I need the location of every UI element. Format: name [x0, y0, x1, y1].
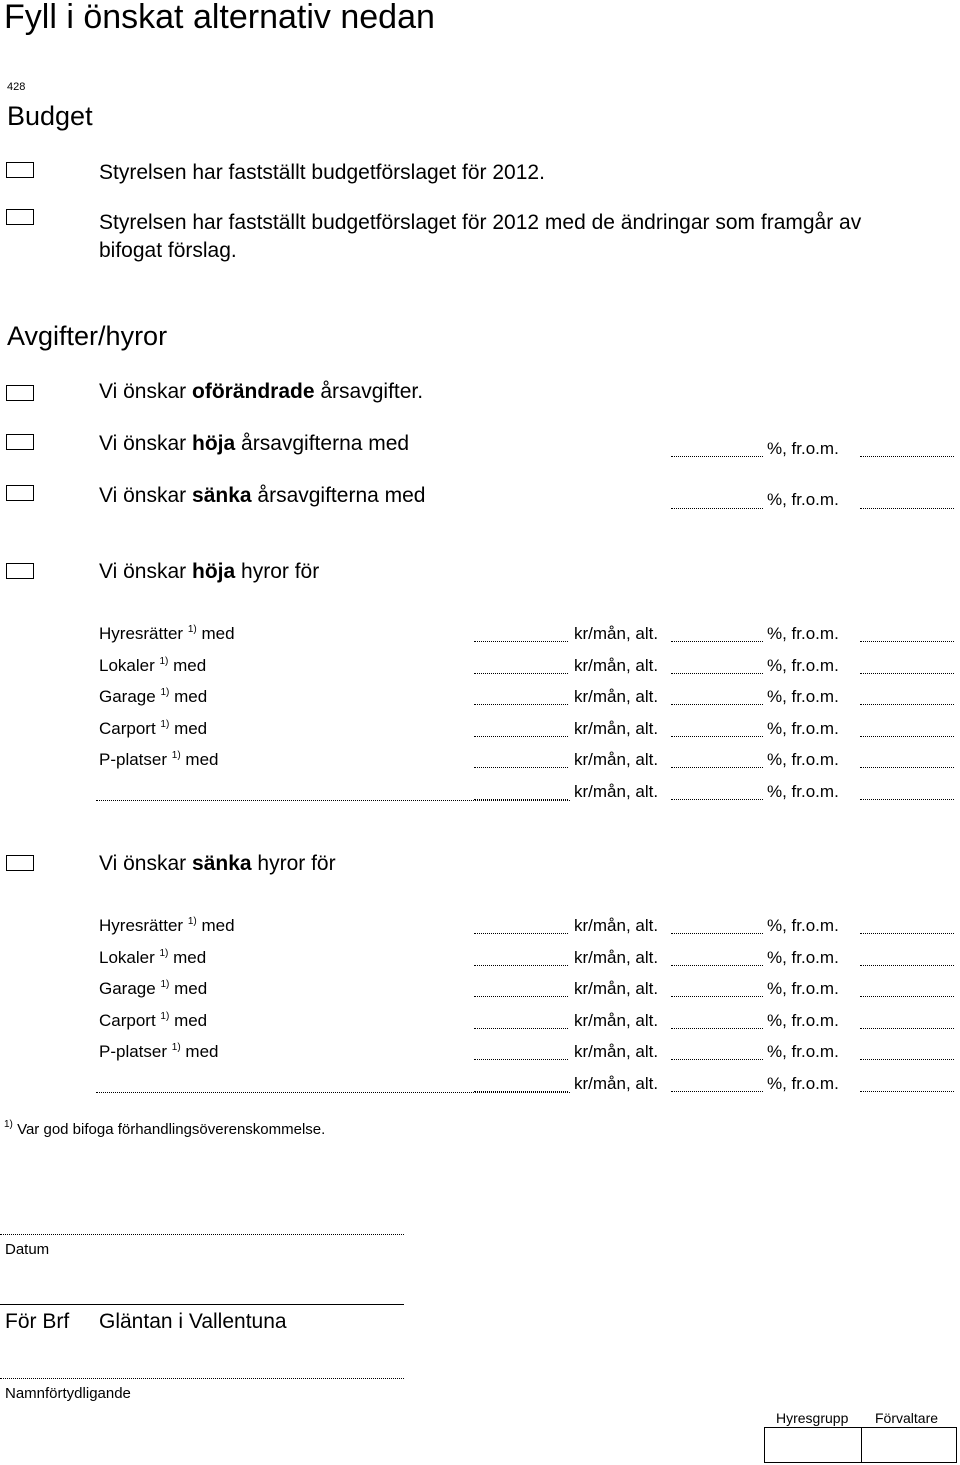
fees-raise-checkbox[interactable]	[6, 434, 34, 450]
fees-unchanged-label: Vi önskar oförändrade årsavgifter.	[99, 380, 424, 403]
rent-raise-kr-unit: kr/mån, alt.	[574, 687, 659, 706]
rent-raise-date-field[interactable]	[860, 641, 954, 642]
rent-lower-date-field[interactable]	[860, 1059, 954, 1060]
budget-approved-checkbox[interactable]	[6, 162, 34, 178]
rent-raise-percent-field[interactable]	[671, 767, 763, 768]
rent-lower-kr-unit: kr/mån, alt.	[574, 916, 659, 935]
rent-lower-percent-unit: %, fr.o.m.	[767, 948, 839, 967]
rent-lower-date-field[interactable]	[860, 965, 954, 966]
rent-raise-percent-unit: %, fr.o.m.	[767, 656, 839, 675]
rent-lower-percent-field[interactable]	[671, 965, 763, 966]
rent-raise-date-field[interactable]	[860, 736, 954, 737]
rent-lower-checkbox[interactable]	[6, 855, 34, 871]
rent-raise-percent-field[interactable]	[671, 736, 763, 737]
rent-lower-kr-unit: kr/mån, alt.	[574, 1011, 659, 1030]
rent-lower-percent-field[interactable]	[671, 1091, 763, 1092]
fees-raise-date-field[interactable]	[860, 456, 954, 457]
rent-raise-row-label: Garage $^{1)}$ med	[99, 687, 208, 706]
rent-raise-percent-unit: %, fr.o.m.	[767, 687, 839, 706]
rent-raise-percent-unit: %, fr.o.m.	[767, 782, 839, 801]
date-field[interactable]	[0, 1234, 404, 1235]
rent-raise-date-field[interactable]	[860, 767, 954, 768]
rent-lower-row-label: P-platser $^{1)}$ med	[99, 1042, 219, 1061]
budget-approved-label: Styrelsen har fastställt budgetförslaget för 2012.	[99, 161, 545, 184]
rent-lower-date-field[interactable]	[860, 933, 954, 934]
rent-lower-row-label: Lokaler $^{1)}$ med	[99, 948, 207, 967]
rent-raise-kr-unit: kr/mån, alt.	[574, 656, 659, 675]
budget-changed-label-line2: bifogat förslag.	[99, 239, 237, 262]
rent-raise-percent-unit: %, fr.o.m.	[767, 750, 839, 769]
page-number: 428	[7, 81, 26, 93]
rent-lower-custom-field[interactable]	[96, 1092, 570, 1093]
rent-raise-percent-unit: %, fr.o.m.	[767, 624, 839, 643]
fees-lower-percent-field[interactable]	[671, 508, 763, 509]
for-brf-label: För Brf	[5, 1310, 70, 1333]
rent-raise-label: Vi önskar höja hyror för	[99, 560, 320, 583]
rent-raise-percent-field[interactable]	[671, 641, 763, 642]
rent-lower-percent-field[interactable]	[671, 933, 763, 934]
rent-lower-amount-field[interactable]	[474, 1028, 568, 1029]
rent-raise-percent-field[interactable]	[671, 799, 763, 800]
rent-lower-percent-unit: %, fr.o.m.	[767, 916, 839, 935]
rent-raise-checkbox[interactable]	[6, 563, 34, 579]
group-box[interactable]	[764, 1427, 862, 1463]
rent-raise-row-label: Hyresrätter $^{1)}$ med	[99, 624, 235, 643]
rent-lower-kr-unit: kr/mån, alt.	[574, 979, 659, 998]
rent-raise-percent-unit: %, fr.o.m.	[767, 719, 839, 738]
rent-raise-row-label: P-platser $^{1)}$ med	[99, 750, 219, 769]
fees-raise-label: Vi önskar höja årsavgifterna med	[99, 432, 410, 455]
rent-lower-percent-unit: %, fr.o.m.	[767, 1011, 839, 1030]
fees-lower-label: Vi önskar sänka årsavgifterna med	[99, 484, 426, 507]
budget-title: Budget	[7, 101, 93, 131]
footnote: $^{1)}$ Var god bifoga förhandlingsöverenskommelse.	[4, 1119, 326, 1138]
budget-changed-checkbox[interactable]	[6, 209, 34, 225]
rent-lower-percent-field[interactable]	[671, 1028, 763, 1029]
rent-lower-row-label: Garage $^{1)}$ med	[99, 979, 208, 998]
rent-raise-row-label: Carport $^{1)}$ med	[99, 719, 208, 738]
fees-title: Avgifter/hyror	[7, 321, 168, 351]
rent-raise-kr-unit: kr/mån, alt.	[574, 782, 659, 801]
manager-box[interactable]	[861, 1427, 957, 1463]
organization-name: Gläntan i Vallentuna	[99, 1310, 287, 1333]
fees-raise-percent-unit: %, fr.o.m.	[767, 439, 839, 458]
rent-raise-kr-unit: kr/mån, alt.	[574, 750, 659, 769]
group-label: Hyresgrupp	[776, 1410, 849, 1426]
rent-lower-date-field[interactable]	[860, 996, 954, 997]
name-clarification-label: Namnförtydligande	[5, 1385, 131, 1402]
rent-raise-percent-field[interactable]	[671, 673, 763, 674]
rent-raise-amount-field[interactable]	[474, 767, 568, 768]
rent-raise-date-field[interactable]	[860, 673, 954, 674]
rent-raise-amount-field[interactable]	[474, 799, 568, 800]
fees-lower-percent-unit: %, fr.o.m.	[767, 490, 839, 509]
rent-raise-kr-unit: kr/mån, alt.	[574, 719, 659, 738]
rent-lower-date-field[interactable]	[860, 1091, 954, 1092]
fees-unchanged-checkbox[interactable]	[6, 385, 34, 401]
manager-label: Förvaltare	[875, 1410, 939, 1426]
name-clarification-field[interactable]	[0, 1378, 404, 1379]
rent-lower-row-label: Carport $^{1)}$ med	[99, 1011, 208, 1030]
rent-lower-amount-field[interactable]	[474, 965, 568, 966]
rent-lower-kr-unit: kr/mån, alt.	[574, 1042, 659, 1061]
rent-lower-label: Vi önskar sänka hyror för	[99, 852, 336, 875]
fees-raise-percent-field[interactable]	[671, 456, 763, 457]
rent-raise-date-field[interactable]	[860, 799, 954, 800]
rent-raise-amount-field[interactable]	[474, 704, 568, 705]
rent-raise-percent-field[interactable]	[671, 704, 763, 705]
rent-lower-percent-field[interactable]	[671, 996, 763, 997]
rent-lower-row-label: Hyresrätter $^{1)}$ med	[99, 916, 235, 935]
rent-raise-amount-field[interactable]	[474, 673, 568, 674]
rent-lower-percent-unit: %, fr.o.m.	[767, 1074, 839, 1093]
budget-changed-label-line1: Styrelsen har fastställt budgetförslaget för 2012 med de ändringar som framgår av	[99, 211, 862, 234]
rent-lower-percent-unit: %, fr.o.m.	[767, 979, 839, 998]
rent-lower-amount-field[interactable]	[474, 933, 568, 934]
rent-lower-kr-unit: kr/mån, alt.	[574, 1074, 659, 1093]
rent-lower-percent-unit: %, fr.o.m.	[767, 1042, 839, 1061]
rent-raise-amount-field[interactable]	[474, 641, 568, 642]
rent-lower-date-field[interactable]	[860, 1028, 954, 1029]
rent-raise-row-label: Lokaler $^{1)}$ med	[99, 656, 207, 675]
date-label: Datum	[5, 1241, 50, 1258]
page-title: Fyll i önskat alternativ nedan	[4, 0, 435, 36]
rent-lower-amount-field[interactable]	[474, 1091, 568, 1092]
rent-raise-amount-field[interactable]	[474, 736, 568, 737]
rent-lower-kr-unit: kr/mån, alt.	[574, 948, 659, 967]
fees-lower-date-field[interactable]	[860, 508, 954, 509]
rent-lower-percent-field[interactable]	[671, 1059, 763, 1060]
rent-raise-custom-field[interactable]	[96, 800, 570, 801]
rent-lower-amount-field[interactable]	[474, 1059, 568, 1060]
fees-lower-checkbox[interactable]	[6, 485, 34, 501]
signature-line[interactable]	[0, 1304, 404, 1305]
rent-lower-amount-field[interactable]	[474, 996, 568, 997]
rent-raise-kr-unit: kr/mån, alt.	[574, 624, 659, 643]
rent-raise-date-field[interactable]	[860, 704, 954, 705]
